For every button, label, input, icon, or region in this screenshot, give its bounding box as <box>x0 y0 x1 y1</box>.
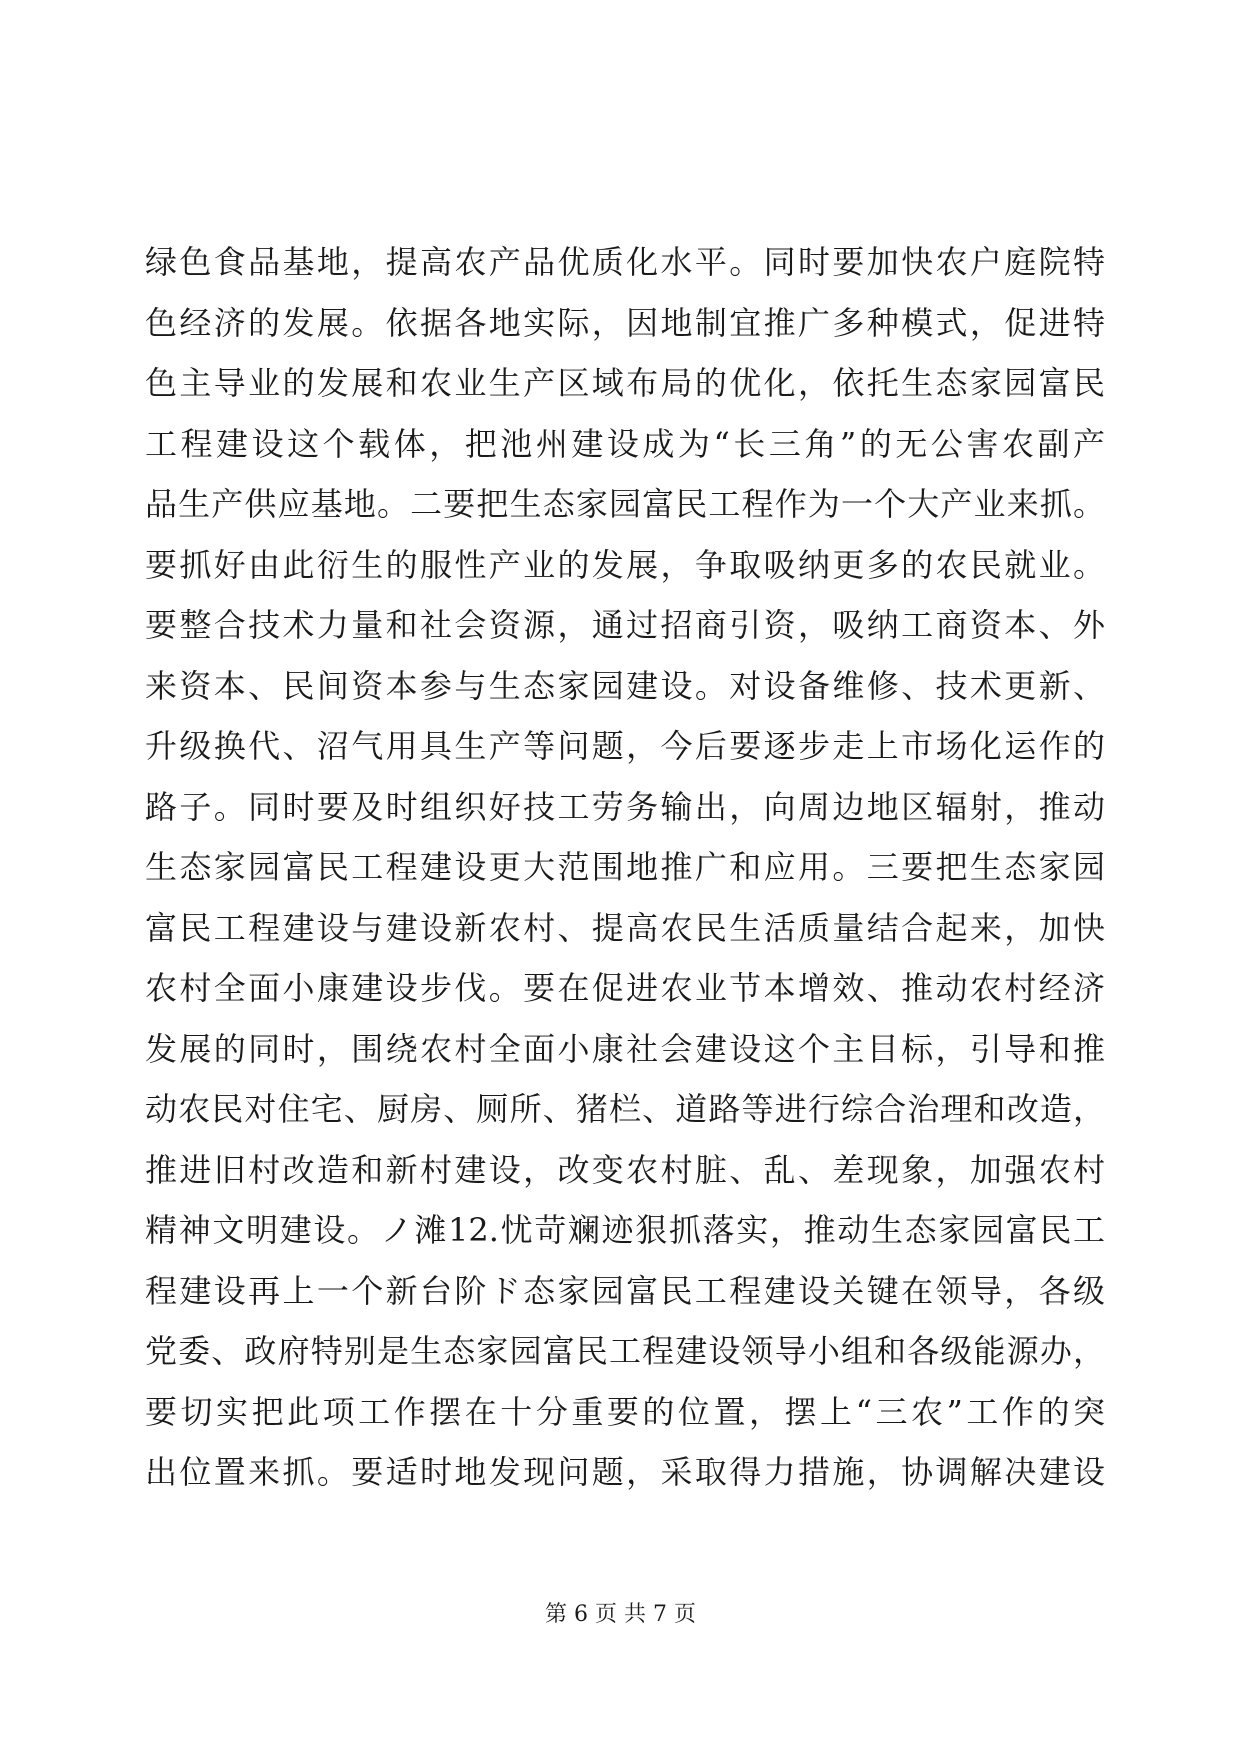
text-line-1: 绿色食品基地，提高农产品优质化水平。同时要加快农户庭院特 <box>145 243 1105 281</box>
text-line-18: 程建设再上一个新台阶ド态家园富民工程建设关键在领导，各级 <box>145 1271 1105 1310</box>
text-line-10: 路子。同时要及时组织好技工劳务输出，向周边地区辐射，推动 <box>145 787 1105 826</box>
text-line-11: 生态家园富民工程建设更大范围地推广和应用。三要把生态家园 <box>145 848 1105 886</box>
text-line-15: 动农民对住宅、厨房、厕所、猪栏、道路等进行综合治理和改造， <box>145 1090 1105 1128</box>
text-line-13: 农村全面小康建设步伐。要在促进农业节本增效、推动农村经济 <box>145 969 1105 1007</box>
text-line-12: 富民工程建设与建设新农村、提高农民生活质量结合起来，加快 <box>145 908 1105 947</box>
text-line-7: 要整合技术力量和社会资源，通过招商引资，吸纳工商资本、外 <box>145 606 1105 644</box>
text-line-4: 工程建设这个载体，把池州建设成为“长三角”的无公害农副产 <box>145 424 1105 463</box>
text-line-14: 发展的同时，围绕农村全面小康社会建设这个主目标，引导和推 <box>145 1029 1105 1068</box>
page-number-label: 第 6 页 共 7 页 <box>545 1602 696 1627</box>
text-line-3: 色主导业的发展和农业生产区域布局的优化，依托生态家园富民 <box>145 364 1105 402</box>
page-footer <box>0 1600 1241 1630</box>
text-line-9: 升级换代、沼气用具生产等问题，今后要逐步走上市场化运作的 <box>145 727 1105 765</box>
text-line-8: 来资本、民间资本参与生态家园建设。对设备维修、技术更新、 <box>145 666 1105 705</box>
text-line-21: 出位置来抓。要适时地发现问题，采取得力措施，协调解决建设 <box>145 1453 1105 1491</box>
body-text <box>145 232 1105 1503</box>
text-line-2: 色经济的发展。依据各地实际，因地制宜推广多种模式，促进特 <box>145 303 1105 342</box>
text-line-17: 精神文明建设。ノ滩12.忧苛斓迹狠抓落实，推动生态家园富民工 <box>145 1211 1105 1249</box>
text-line-16: 推进旧村改造和新村建设，改变农村脏、乱、差现象，加强农村 <box>145 1150 1105 1189</box>
text-line-5: 品生产供应基地。二要把生态家园富民工程作为一个大产业来抓。 <box>145 485 1105 523</box>
text-line-6: 要抓好由此衍生的服性产业的发展，争取吸纳更多的农民就业。 <box>145 545 1105 584</box>
text-line-20: 要切实把此项工作摆在十分重要的位置，摆上“三农”工作的突 <box>145 1392 1105 1431</box>
text-line-19: 党委、政府特别是生态家园富民工程建设领导小组和各级能源办， <box>145 1332 1105 1370</box>
